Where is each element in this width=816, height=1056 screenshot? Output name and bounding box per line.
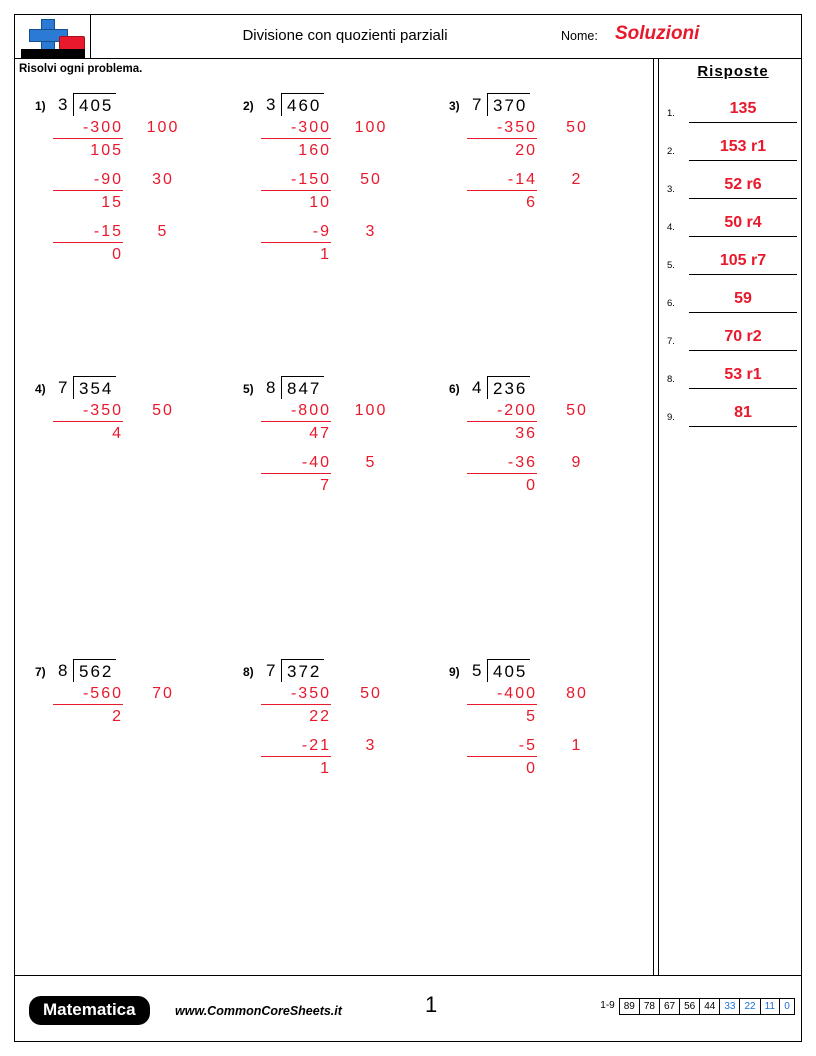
problem xyxy=(25,93,230,368)
scale-cell: 78 xyxy=(639,998,659,1015)
answer-underline xyxy=(689,350,797,351)
page-title: Divisione con quozienti parziali xyxy=(242,27,448,44)
answer-row xyxy=(665,282,801,320)
answer-value: 105 r7 xyxy=(719,252,767,269)
page-number: 1 xyxy=(425,992,438,1017)
step-remainder: 22 xyxy=(309,708,331,725)
problem-number: 4) xyxy=(35,382,46,396)
answer-number: 9. xyxy=(667,412,675,423)
dividend: 405 xyxy=(73,93,116,116)
step-partial-quotient: 3 xyxy=(365,223,377,240)
step-subtrahend: -560 xyxy=(53,685,123,705)
answer-underline xyxy=(689,160,797,161)
divisor: 7 xyxy=(58,378,69,397)
scale-cell: 0 xyxy=(779,998,795,1015)
step-remainder: 20 xyxy=(515,142,537,159)
step-subtrahend: -15 xyxy=(53,223,123,243)
answer-value: 81 xyxy=(734,404,752,421)
answer-row xyxy=(665,168,801,206)
page-footer xyxy=(15,975,801,1041)
answer-number: 4. xyxy=(667,222,675,233)
scale-range-label: 1-9 xyxy=(600,1000,615,1011)
step-remainder: 36 xyxy=(515,425,537,442)
answer-row xyxy=(665,92,801,130)
problem-number: 3) xyxy=(449,99,460,113)
step-remainder: 10 xyxy=(309,194,331,211)
page-header xyxy=(15,15,801,59)
dividend: 372 xyxy=(281,659,324,682)
step-partial-quotient: 1 xyxy=(571,737,583,754)
step-partial-quotient: 30 xyxy=(152,171,174,188)
problem-number: 5) xyxy=(243,382,254,396)
scale-cell: 89 xyxy=(619,998,639,1015)
answers-panel xyxy=(665,63,801,434)
step-remainder: 5 xyxy=(526,708,537,725)
dividend: 236 xyxy=(487,376,530,399)
step-partial-quotient: 80 xyxy=(566,685,588,702)
step-subtrahend: -350 xyxy=(467,119,537,139)
step-subtrahend: -14 xyxy=(467,171,537,191)
problem xyxy=(439,93,644,368)
answer-value: 153 r1 xyxy=(719,138,767,155)
step-remainder: 6 xyxy=(526,194,537,211)
answer-underline xyxy=(689,236,797,237)
answer-row xyxy=(665,396,801,434)
answer-underline xyxy=(689,198,797,199)
dividend: 370 xyxy=(487,93,530,116)
step-partial-quotient: 100 xyxy=(354,119,388,136)
step-partial-quotient: 70 xyxy=(152,685,174,702)
answer-value: 135 xyxy=(729,100,757,117)
dividend: 405 xyxy=(487,659,530,682)
step-remainder: 47 xyxy=(309,425,331,442)
answer-number: 6. xyxy=(667,298,675,309)
panel-divider-left xyxy=(653,59,654,975)
step-partial-quotient: 5 xyxy=(157,223,169,240)
answer-row xyxy=(665,206,801,244)
dividend: 354 xyxy=(73,376,116,399)
answer-underline xyxy=(689,426,797,427)
step-subtrahend: -200 xyxy=(467,402,537,422)
step-subtrahend: -350 xyxy=(53,402,123,422)
brand-badge: Matematica xyxy=(29,996,150,1025)
step-remainder: 1 xyxy=(320,246,331,263)
step-partial-quotient: 100 xyxy=(354,402,388,419)
divisor: 7 xyxy=(472,95,483,114)
answer-row xyxy=(665,130,801,168)
answer-number: 2. xyxy=(667,146,675,157)
divisor: 8 xyxy=(266,378,277,397)
step-partial-quotient: 50 xyxy=(152,402,174,419)
step-subtrahend: -36 xyxy=(467,454,537,474)
answer-row xyxy=(665,244,801,282)
problem xyxy=(233,659,438,934)
divisor: 5 xyxy=(472,661,483,680)
scale-cell: 56 xyxy=(679,998,699,1015)
answer-number: 7. xyxy=(667,336,675,347)
divisor: 7 xyxy=(266,661,277,680)
divisor: 8 xyxy=(58,661,69,680)
step-subtrahend: -21 xyxy=(261,737,331,757)
step-partial-quotient: 50 xyxy=(360,685,382,702)
scale-cell: 67 xyxy=(659,998,679,1015)
step-partial-quotient: 50 xyxy=(360,171,382,188)
problems-grid xyxy=(15,93,653,973)
step-subtrahend: -300 xyxy=(53,119,123,139)
step-remainder: 105 xyxy=(90,142,123,159)
step-partial-quotient: 50 xyxy=(566,119,588,136)
answers-title: Risposte xyxy=(697,63,769,80)
step-remainder: 160 xyxy=(298,142,331,159)
step-remainder: 1 xyxy=(320,760,331,777)
instructions: Risolvi ogni problema. xyxy=(19,63,143,75)
problem xyxy=(439,659,644,934)
dividend: 847 xyxy=(281,376,324,399)
problem xyxy=(233,376,438,651)
answer-number: 3. xyxy=(667,184,675,195)
step-remainder: 0 xyxy=(526,477,537,494)
problem xyxy=(25,376,230,651)
logo xyxy=(15,15,91,58)
dividend: 460 xyxy=(281,93,324,116)
step-partial-quotient: 9 xyxy=(571,454,583,471)
problem xyxy=(233,93,438,368)
divisor: 4 xyxy=(472,378,483,397)
divisor: 3 xyxy=(58,95,69,114)
step-partial-quotient: 2 xyxy=(571,171,583,188)
step-remainder: 4 xyxy=(112,425,123,442)
step-remainder: 15 xyxy=(101,194,123,211)
answer-number: 5. xyxy=(667,260,675,271)
answer-number: 8. xyxy=(667,374,675,385)
logo-bar xyxy=(21,49,85,58)
scale-cell: 33 xyxy=(719,998,739,1015)
answer-value: 70 r2 xyxy=(724,328,762,345)
problem-number: 1) xyxy=(35,99,46,113)
step-partial-quotient: 100 xyxy=(146,119,180,136)
step-subtrahend: -90 xyxy=(53,171,123,191)
answer-row xyxy=(665,320,801,358)
minus-icon xyxy=(59,36,85,50)
problem-number: 8) xyxy=(243,665,254,679)
step-remainder: 0 xyxy=(526,760,537,777)
panel-divider-right xyxy=(658,59,659,975)
grading-scale xyxy=(598,998,795,1015)
scale-cell: 11 xyxy=(760,998,779,1015)
dividend: 562 xyxy=(73,659,116,682)
answer-underline xyxy=(689,274,797,275)
step-remainder: 2 xyxy=(112,708,123,725)
answer-value: 59 xyxy=(734,290,752,307)
site-url: www.CommonCoreSheets.it xyxy=(175,1004,342,1018)
step-subtrahend: -300 xyxy=(261,119,331,139)
answer-row xyxy=(665,358,801,396)
answer-value: 53 r1 xyxy=(724,366,762,383)
answer-number: 1. xyxy=(667,108,675,119)
name-label: Nome: xyxy=(561,29,598,43)
answer-underline xyxy=(689,122,797,123)
step-subtrahend: -800 xyxy=(261,402,331,422)
step-subtrahend: -400 xyxy=(467,685,537,705)
step-subtrahend: -5 xyxy=(467,737,537,757)
step-subtrahend: -40 xyxy=(261,454,331,474)
answer-underline xyxy=(689,312,797,313)
problem xyxy=(439,376,644,651)
scale-cell: 22 xyxy=(739,998,759,1015)
answer-value: 50 r4 xyxy=(724,214,762,231)
problem-number: 6) xyxy=(449,382,460,396)
problem-number: 2) xyxy=(243,99,254,113)
divisor: 3 xyxy=(266,95,277,114)
answer-value: 52 r6 xyxy=(724,176,762,193)
step-subtrahend: -350 xyxy=(261,685,331,705)
scale-cell: 44 xyxy=(699,998,719,1015)
step-subtrahend: -9 xyxy=(261,223,331,243)
worksheet-page xyxy=(14,14,802,1042)
answer-underline xyxy=(689,388,797,389)
step-partial-quotient: 50 xyxy=(566,402,588,419)
name-value: Soluzioni xyxy=(615,23,700,44)
problem-number: 7) xyxy=(35,665,46,679)
step-partial-quotient: 3 xyxy=(365,737,377,754)
problem-number: 9) xyxy=(449,665,460,679)
step-subtrahend: -150 xyxy=(261,171,331,191)
step-partial-quotient: 5 xyxy=(365,454,377,471)
problem xyxy=(25,659,230,934)
step-remainder: 7 xyxy=(320,477,331,494)
step-remainder: 0 xyxy=(112,246,123,263)
